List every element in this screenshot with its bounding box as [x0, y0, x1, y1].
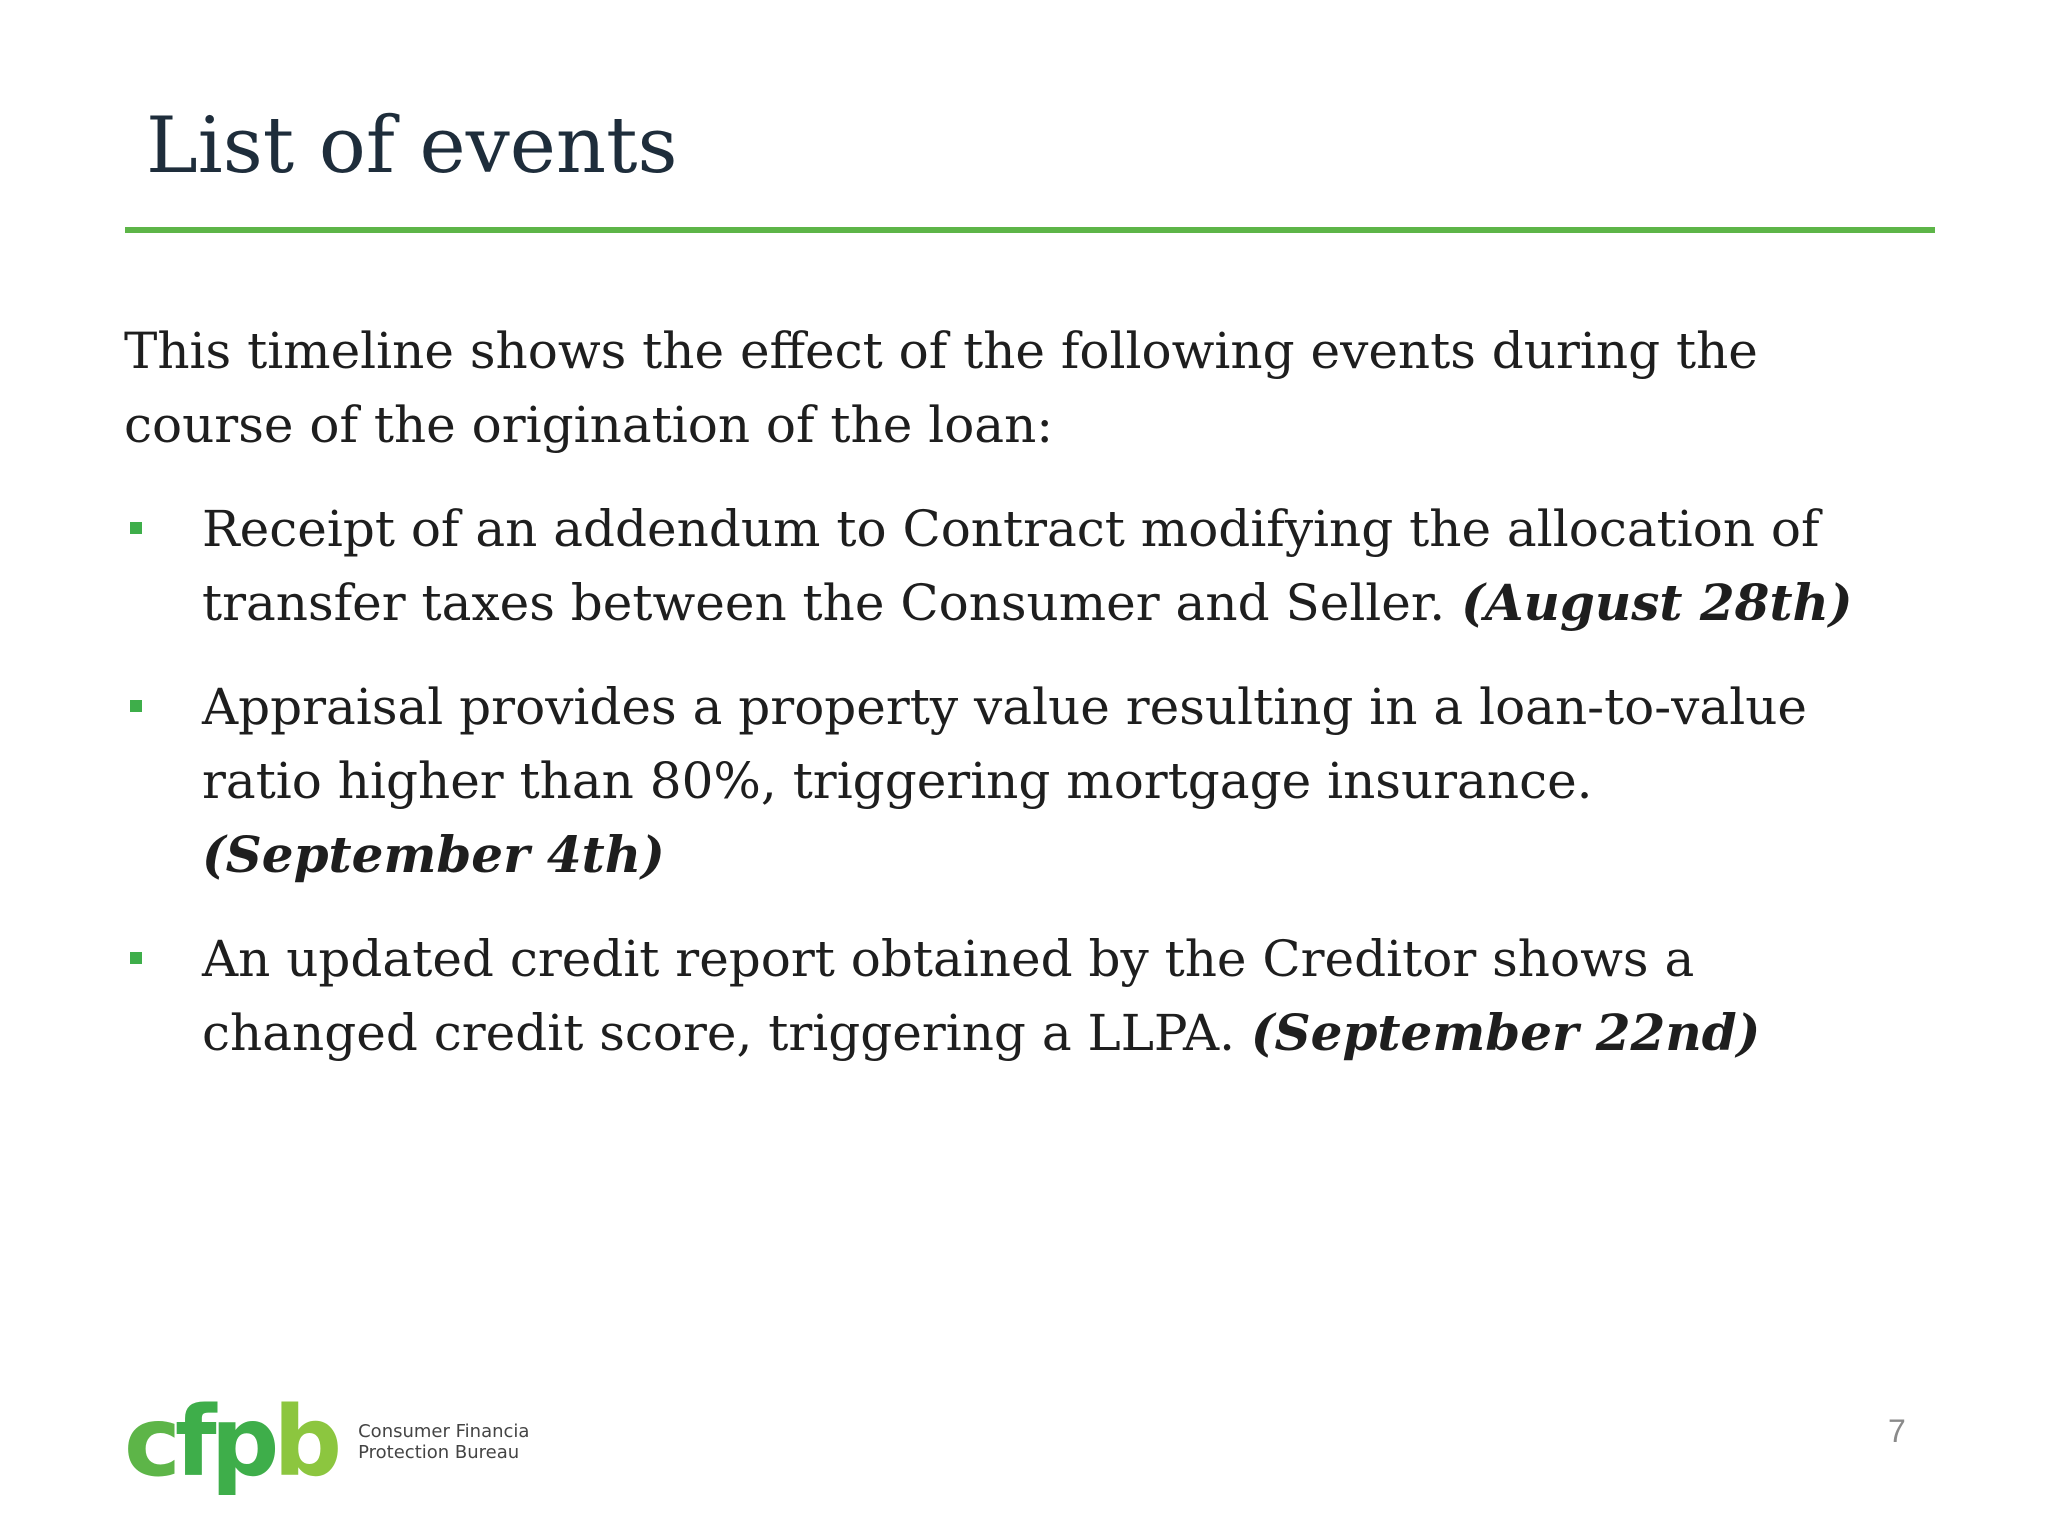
event-text: An updated credit report obtained by the Creditor shows a changed credit score, triggering a LLPA. [202, 930, 1695, 1062]
cfpb-logo-mark-icon [124, 1386, 337, 1498]
event-list [124, 492, 1924, 1070]
square-bullet-icon [130, 700, 142, 712]
event-text: Receipt of an addendum to Contract modifying the allocation of transfer taxes between the Consumer and Seller. [202, 500, 1820, 632]
intro-paragraph: This timeline shows the effect of the following events during the course of the origination of the loan: [124, 322, 1758, 454]
event-date: (September 4th) [202, 825, 665, 884]
logo-line-1: Consumer Financia [358, 1421, 530, 1442]
title-divider [125, 227, 1935, 233]
page-number: 7 [1888, 1413, 1906, 1449]
event-date: (September 22nd) [1250, 1003, 1761, 1062]
slide-body [124, 314, 1924, 1100]
event-item-credit-report [124, 922, 1924, 1070]
event-item-appraisal [124, 670, 1924, 892]
cfpb-logo [124, 1386, 530, 1498]
logo-mark-b: b [273, 1386, 337, 1498]
event-date: (August 28th) [1461, 573, 1853, 632]
square-bullet-icon [130, 522, 142, 534]
logo-wordmark [358, 1421, 529, 1463]
logo-line-2: Protection Bureau [358, 1442, 520, 1463]
event-text: Appraisal provides a property value resulting in a loan-to-value ratio higher than 80%, triggering mortgage insurance. [202, 678, 1808, 810]
event-item-addendum [124, 492, 1924, 640]
logo-mark-fp: fp [174, 1386, 274, 1498]
logo-mark-c: c [124, 1386, 175, 1498]
slide-title: List of events [146, 101, 678, 191]
square-bullet-icon [130, 952, 142, 964]
